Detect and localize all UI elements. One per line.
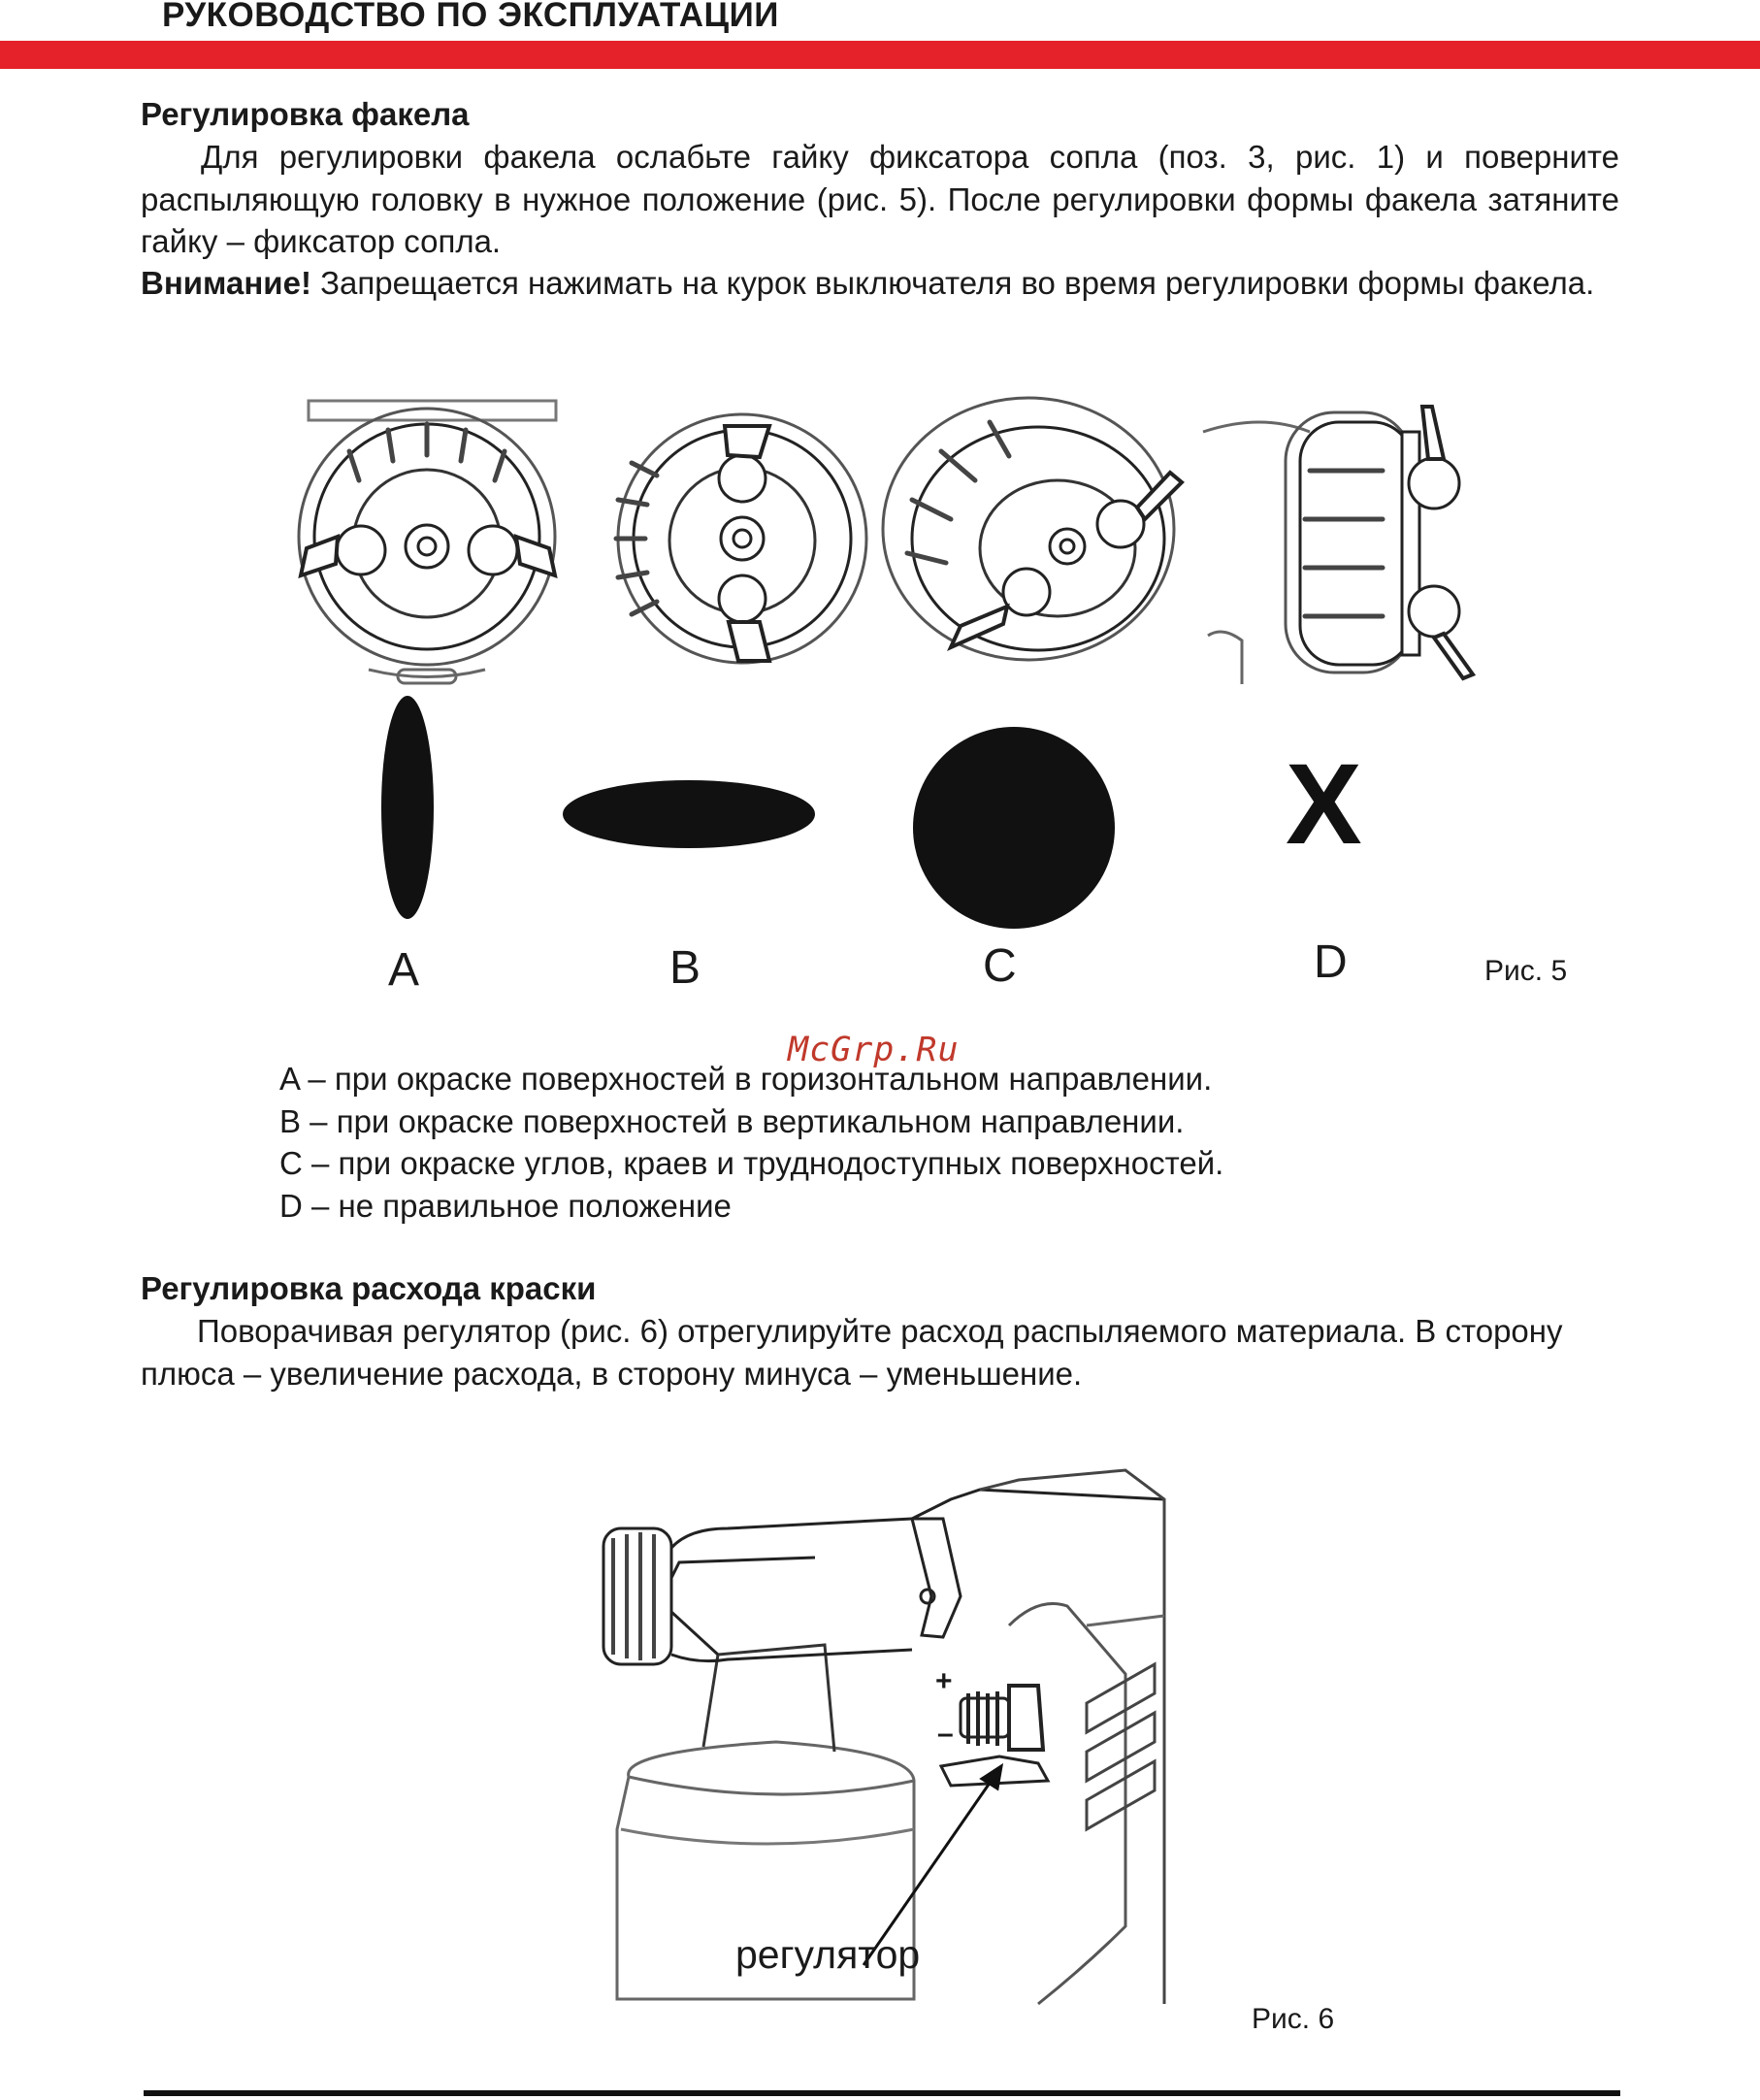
nozzle-illustration-a (291, 393, 577, 684)
section-title-spray-adjust: Регулировка факела (141, 96, 470, 132)
header-red-bar (0, 41, 1760, 69)
legend-item-a: A – при окраске поверхностей в горизонтальном направлении. (279, 1061, 1213, 1097)
nozzle-illustration-b (597, 393, 868, 684)
section-title-flow-adjust: Регулировка расхода краски (141, 1270, 597, 1306)
shape-label-a: A (388, 944, 420, 996)
section2-paragraph (141, 1310, 1619, 1395)
spray-gun-illustration (582, 1460, 1174, 2004)
legend-item-d: D – не правильное положение (279, 1187, 732, 1224)
legend-item-b: B – при окраске поверхностей в вертикальном направлении. (279, 1102, 1185, 1139)
section1-paragraph (141, 136, 1619, 263)
spray-pattern-vertical-ellipse (378, 694, 437, 922)
shape-label-d: D (1314, 936, 1348, 988)
nozzle-illustration-c (883, 393, 1193, 684)
spray-pattern-legend (279, 1058, 1223, 1227)
spray-pattern-circle (910, 726, 1119, 930)
warning-text: Запрещается нажимать на курок выключателя во время регулировки формы факела. (310, 265, 1595, 301)
shape-label-b: B (669, 942, 701, 994)
warning-label: Внимание! (141, 265, 311, 301)
nozzle-illustration-d (1203, 393, 1484, 684)
spray-pattern-cross: X (1286, 740, 1362, 869)
figure5-caption: Рис. 5 (1484, 955, 1568, 987)
regulator-minus-sign: – (937, 1718, 954, 1750)
figure6-caption: Рис. 6 (1252, 2003, 1335, 2035)
legend-item-c: C – при окраске углов, краев и труднодоступных поверхностей. (279, 1145, 1224, 1181)
regulator-plus-sign: + (935, 1665, 953, 1697)
warning-paragraph (141, 262, 1619, 305)
footer-rule (144, 2090, 1620, 2096)
page-header-title: РУКОВОДСТВО ПО ЭКСПЛУАТАЦИИ (162, 0, 779, 34)
shape-label-c: C (983, 940, 1017, 992)
section2-paragraph-text: Поворачивая регулятор (рис. 6) отрегулируйте расход распыляемого материала. В сторону плюса – увеличение расхода, в сторону минуса – уменьшение. (141, 1313, 1563, 1392)
spray-pattern-horizontal-ellipse (561, 778, 818, 851)
watermark: McGrp.Ru (788, 1031, 960, 1069)
section1-paragraph-text: Для регулировки факела ослабьте гайку фиксатора сопла (поз. 3, рис. 1) и поверните распыляющую головку в нужное положение (рис. 5). После регулировки формы факела затяните гайку – фиксатор сопла. (141, 139, 1619, 259)
regulator-callout-label: регулятор (735, 1932, 921, 1977)
